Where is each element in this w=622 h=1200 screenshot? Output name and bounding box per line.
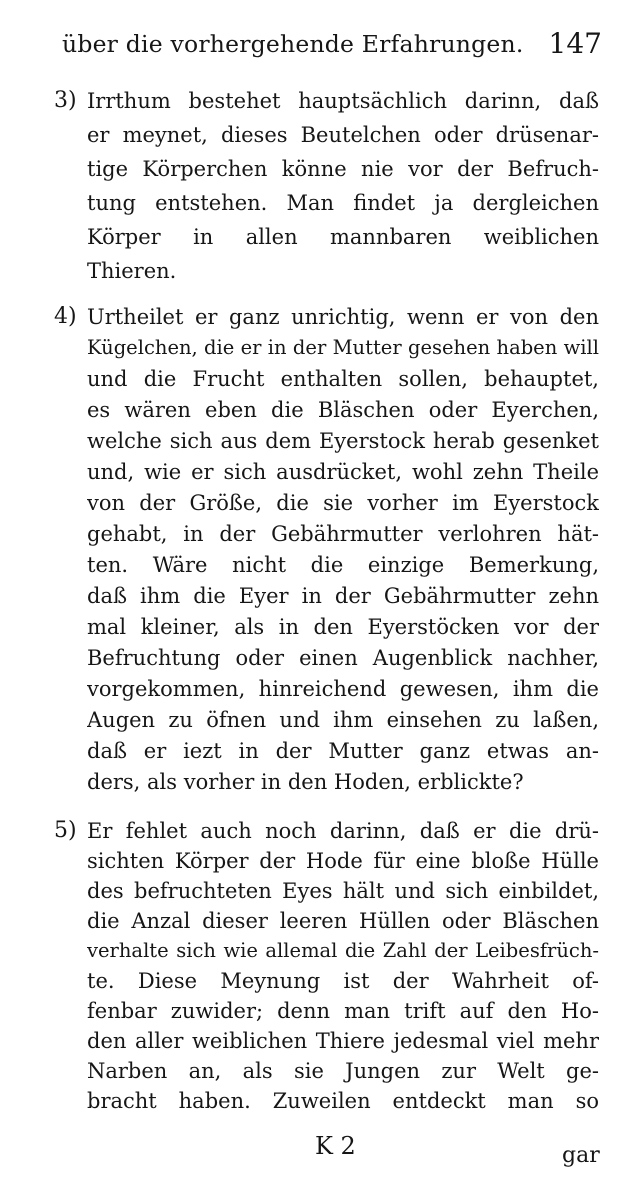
page-header [62, 22, 602, 66]
text-line: von der Größe, die sie vorher im Eyerstock [87, 491, 599, 515]
text-line: sichten Körper der Hode für eine bloße Hülle [87, 849, 599, 873]
text-line: Urtheilet er ganz unrichtig, wenn er von den [87, 305, 599, 329]
text-line: Er fehlet auch noch darinn, daß er die drü- [87, 819, 599, 843]
text-line: Körper in allen mannbaren weiblichen [87, 225, 599, 249]
text-line: daß er iezt in der Mutter ganz etwas an- [87, 739, 599, 763]
text-line: und, wie er sich ausdrücket, wohl zehn Theile [87, 460, 599, 484]
text-line: die Anzal dieser leeren Hüllen oder Bläschen [87, 909, 599, 933]
text-line: Irrthum bestehet hauptsächlich darinn, daß [87, 89, 599, 113]
text-line: den aller weiblichen Thiere jedesmal viel mehr [87, 1029, 599, 1053]
text-line: Augen zu öfnen und ihm einsehen zu laßen, [87, 708, 599, 732]
text-line: verhalte sich wie allemal die Zahl der Leibesfrüch- [87, 939, 599, 962]
text-line: ders, als vorher in den Hoden, erblickte? [87, 770, 524, 794]
text-line: vorgekommen, hinreichend gewesen, ihm die [87, 677, 599, 701]
text-line: und die Frucht enthalten sollen, behauptet, [87, 367, 599, 391]
text-line: Narben an, als sie Jungen zur Welt ge- [87, 1059, 599, 1083]
text-line: Kügelchen, die er in der Mutter gesehen haben will [87, 336, 599, 359]
text-line: es wären eben die Bläschen oder Eyerchen, [87, 398, 599, 422]
running-title: über die vorhergehende Erfahrungen. [62, 30, 524, 58]
text-line: tige Körperchen könne nie vor der Befruch- [87, 157, 599, 181]
catchword: gar [562, 1143, 600, 1168]
text-line: ten. Wäre nicht die einzige Bemerkung, [87, 553, 599, 577]
text-line: daß ihm die Eyer in der Gebährmutter zehn [87, 584, 599, 608]
text-line: gehabt, in der Gebährmutter verlohren hät- [87, 522, 599, 546]
text-line: fenbar zuwider; denn man trift auf den Ho- [87, 999, 599, 1023]
paragraph-number: 4) [54, 304, 77, 329]
text-line: welche sich aus dem Eyerstock herab gesenket [87, 429, 599, 453]
text-line: des befruchteten Eyes hält und sich einbildet, [87, 879, 599, 903]
text-line: mal kleiner, als in den Eyerstöcken vor der [87, 615, 599, 639]
text-line: Thieren. [87, 259, 177, 283]
text-line: bracht haben. Zuweilen entdeckt man so [87, 1089, 599, 1113]
signature-mark: K 2 [315, 1132, 356, 1160]
page-footer [0, 1122, 622, 1172]
text-line: te. Diese Meynung ist der Wahrheit of- [87, 969, 599, 993]
paragraph-number: 3) [54, 88, 77, 113]
text-line: Befruchtung oder einen Augenblick nachher, [87, 646, 599, 670]
paragraph-number: 5) [54, 818, 77, 843]
text-line: er meynet, dieses Beutelchen oder drüsenar- [87, 123, 599, 147]
text-line: tung entstehen. Man findet ja dergleichen [87, 191, 599, 215]
page-number: 147 [548, 27, 602, 60]
